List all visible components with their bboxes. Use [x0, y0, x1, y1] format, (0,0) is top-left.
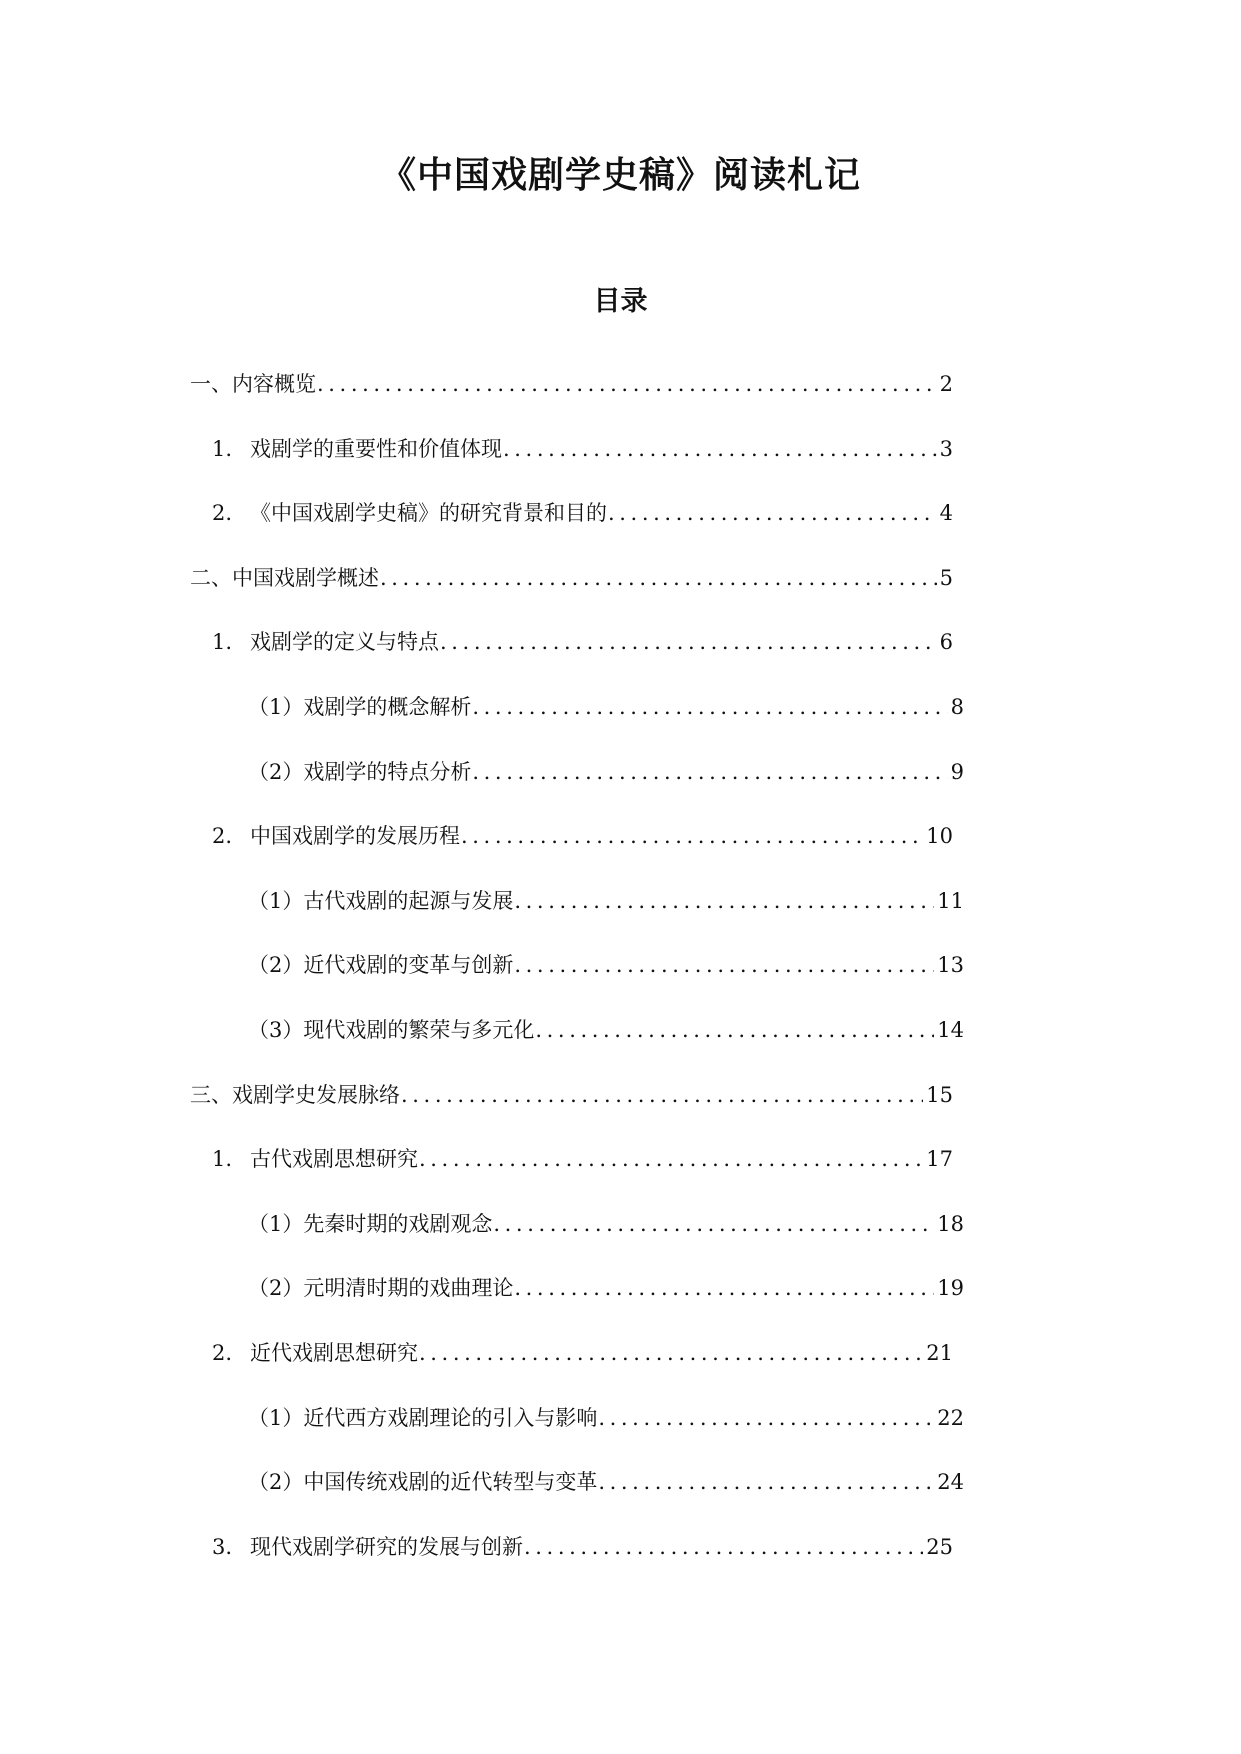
toc-entry-page: 14 — [937, 1018, 964, 1042]
toc-dot-leader — [472, 690, 947, 724]
toc-dot-leader — [503, 432, 937, 466]
toc-entry-page: 8 — [950, 695, 964, 719]
toc-entry[interactable] — [248, 1401, 964, 1435]
toc-entry[interactable] — [212, 1142, 953, 1176]
toc-entry[interactable] — [248, 755, 964, 789]
toc-dot-leader — [514, 1271, 934, 1305]
toc-dot-leader — [514, 884, 934, 918]
toc-entry-text: （2）近代戏剧的变革与创新 — [248, 953, 514, 978]
toc-dot-leader — [440, 625, 937, 659]
toc-entry-number: 1. — [212, 630, 233, 655]
toc-entry-text: 古代戏剧思想研究 — [250, 1147, 418, 1172]
toc-dot-leader — [535, 1013, 934, 1047]
toc-entry-number: 2. — [212, 824, 233, 849]
toc-dot-leader — [598, 1401, 934, 1435]
toc-heading: 目录 — [593, 286, 648, 317]
toc-entry[interactable] — [212, 625, 953, 659]
toc-entry-text: （1）戏剧学的概念解析 — [248, 695, 472, 719]
toc-entry[interactable] — [190, 1078, 953, 1112]
toc-entry[interactable] — [212, 1336, 953, 1370]
toc-entry-page: 25 — [926, 1534, 953, 1559]
toc-entry[interactable] — [248, 1207, 964, 1241]
toc-entry[interactable] — [212, 819, 953, 853]
toc-entry-text: 《中国戏剧学史稿》的研究背景和目的 — [250, 501, 607, 526]
toc-entry[interactable] — [190, 561, 953, 595]
toc-entry[interactable] — [212, 1530, 953, 1564]
toc-entry-text: 戏剧学的定义与特点 — [250, 630, 439, 655]
toc-entry-page: 9 — [950, 759, 964, 784]
toc-entry-page: 17 — [926, 1147, 953, 1172]
toc-entry-text: 近代戏剧思想研究 — [250, 1341, 418, 1365]
toc-entry[interactable] — [248, 690, 964, 724]
toc-dot-leader — [472, 755, 947, 789]
toc-dot-leader — [419, 1142, 923, 1176]
toc-dot-leader — [380, 561, 937, 595]
toc-entry[interactable] — [248, 884, 964, 918]
toc-entry-text: 戏剧学的重要性和价值体现 — [250, 436, 502, 461]
toc-entry-number: 2. — [212, 501, 233, 526]
toc-entry-page: 19 — [937, 1276, 964, 1301]
toc-entry-page: 11 — [937, 888, 964, 913]
toc-dot-leader — [317, 367, 937, 401]
toc-entry-page: 4 — [939, 501, 953, 526]
toc-entry[interactable] — [248, 1465, 964, 1499]
toc-entry-number: 1. — [212, 436, 233, 461]
toc-entry-text: （3）现代戏剧的繁荣与多元化 — [248, 1018, 535, 1042]
toc-entry[interactable] — [248, 1013, 964, 1047]
toc-entry-number: 1. — [212, 1147, 233, 1172]
toc-entry[interactable] — [248, 948, 964, 982]
toc-entry[interactable] — [248, 1271, 964, 1305]
toc-entry-page: 6 — [939, 630, 953, 655]
toc-entry-text: （2）元明清时期的戏曲理论 — [248, 1276, 514, 1301]
toc-entry-number: 2. — [212, 1341, 233, 1365]
toc-entry-page: 24 — [937, 1470, 964, 1495]
toc-entry-text: （2）戏剧学的特点分析 — [248, 759, 472, 784]
toc-entry-page: 5 — [939, 565, 953, 590]
toc-entry-page: 22 — [937, 1405, 964, 1430]
toc-entry-text: 一、内容概览 — [190, 372, 316, 396]
toc-entry-page: 13 — [937, 953, 964, 978]
toc-dot-leader — [493, 1207, 934, 1241]
toc-dot-leader — [524, 1530, 923, 1564]
toc-entry-text: 中国戏剧学的发展历程 — [250, 824, 460, 849]
toc-entry-page: 15 — [926, 1082, 953, 1107]
toc-entry-text: （2）中国传统戏剧的近代转型与变革 — [248, 1470, 598, 1495]
toc-entry-number: 3. — [212, 1534, 233, 1559]
toc-entry-text: 二、中国戏剧学概述 — [190, 565, 379, 590]
toc-entry-page: 10 — [926, 824, 953, 849]
toc-dot-leader — [419, 1336, 923, 1370]
toc-dot-leader — [401, 1078, 923, 1112]
toc-entry-page: 21 — [926, 1341, 953, 1365]
toc-entry-text: 三、戏剧学史发展脉络 — [190, 1082, 400, 1107]
toc-dot-leader — [608, 496, 937, 530]
toc-entry-text: （1）近代西方戏剧理论的引入与影响 — [248, 1405, 598, 1430]
toc-entry-page: 3 — [939, 436, 953, 461]
toc-entry-text: （1）先秦时期的戏剧观念 — [248, 1211, 493, 1236]
toc-entry[interactable] — [190, 367, 953, 401]
toc-entry-text: （1）古代戏剧的起源与发展 — [248, 888, 514, 913]
toc-dot-leader — [461, 819, 923, 853]
document-title: 《中国戏剧学史稿》阅读札记 — [379, 155, 861, 196]
toc-dot-leader — [598, 1465, 934, 1499]
toc-entry-text: 现代戏剧学研究的发展与创新 — [250, 1534, 523, 1559]
toc-entry-page: 18 — [937, 1211, 964, 1236]
toc-dot-leader — [514, 948, 934, 982]
toc-entry[interactable] — [212, 496, 953, 530]
toc-entry-page: 2 — [939, 372, 953, 396]
toc-entry[interactable] — [212, 432, 953, 466]
